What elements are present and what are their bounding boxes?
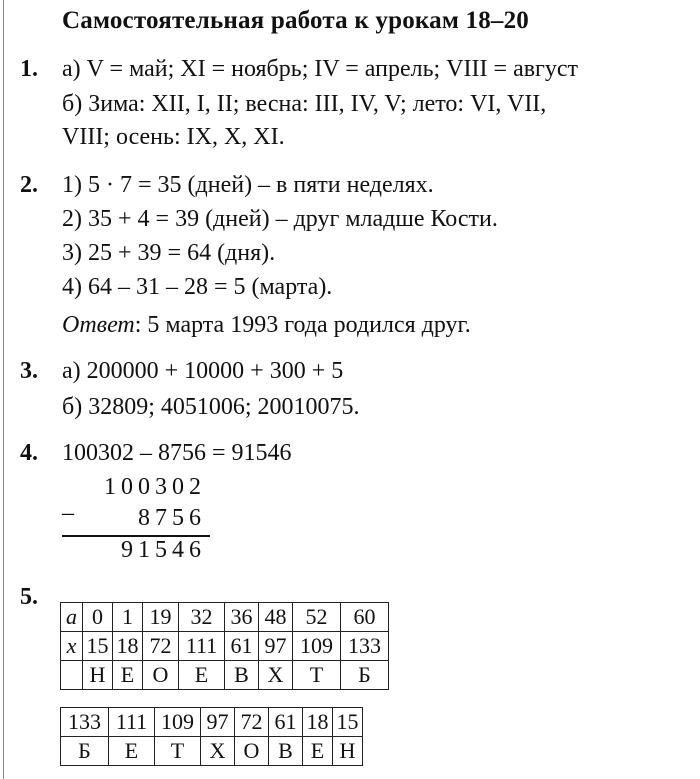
table-cell: 72 bbox=[235, 708, 269, 737]
table-cell: Х bbox=[259, 661, 293, 690]
table-cell: В bbox=[269, 737, 303, 766]
table-cell: Т bbox=[293, 661, 341, 690]
table-cell: 1 bbox=[113, 603, 143, 632]
task-3-line-a: а) 200000 + 10000 + 300 + 5 bbox=[62, 358, 344, 384]
table-cell: О bbox=[143, 661, 179, 690]
minuend: 100302 bbox=[104, 474, 206, 500]
table-cell: 61 bbox=[225, 632, 259, 661]
task-4-equation: 100302 – 8756 = 91546 bbox=[62, 440, 292, 466]
table-cell: Е bbox=[109, 737, 155, 766]
table-cell: 111 bbox=[109, 708, 155, 737]
page-title: Самостоятельная работа к урокам 18–20 bbox=[62, 7, 529, 34]
table-cell: 60 bbox=[341, 603, 389, 632]
table-cell: 32 bbox=[179, 603, 225, 632]
task-4-number: 4. bbox=[20, 440, 38, 466]
table-row-letters bbox=[61, 661, 389, 690]
table-cell: 18 bbox=[113, 632, 143, 661]
task-2-number: 2. bbox=[20, 172, 38, 198]
table-cell: 15 bbox=[333, 708, 363, 737]
table-row-x bbox=[61, 632, 389, 661]
task-2-step-4: 4) 64 – 31 – 28 = 5 (марта). bbox=[62, 274, 333, 300]
table-row-letters bbox=[61, 737, 363, 766]
table-cell: Е bbox=[179, 661, 225, 690]
table-cell: О bbox=[235, 737, 269, 766]
table-cell: Б bbox=[61, 737, 109, 766]
answer-label: Ответ bbox=[62, 312, 135, 338]
task-1-line-b: б) Зима: XII, I, II; весна: III, IV, V; лето: VI, VII, bbox=[62, 91, 547, 117]
table-cell: Е bbox=[303, 737, 333, 766]
table-cell: 97 bbox=[201, 708, 235, 737]
task-1-line-a: а) V = май; XI = ноябрь; IV = апрель; VIII = август bbox=[62, 56, 579, 82]
table-cell: 109 bbox=[293, 632, 341, 661]
task-2-step-2: 2) 35 + 4 = 39 (дней) – друг младше Кости. bbox=[62, 206, 498, 232]
task-1-number: 1. bbox=[20, 56, 38, 82]
table-cell: Н bbox=[333, 737, 363, 766]
minus-sign: _ bbox=[62, 492, 74, 518]
table-cell: Т bbox=[155, 737, 201, 766]
table-row-numbers bbox=[61, 708, 363, 737]
cipher-table-2 bbox=[60, 707, 363, 766]
table-cell: 0 bbox=[83, 603, 113, 632]
table-cell: 18 bbox=[303, 708, 333, 737]
table-cell: Б bbox=[341, 661, 389, 690]
task-2-answer bbox=[62, 312, 471, 339]
task-3-number: 3. bbox=[20, 358, 38, 384]
table-cell: 48 bbox=[259, 603, 293, 632]
table-cell: 97 bbox=[259, 632, 293, 661]
table-cell: Н bbox=[83, 661, 113, 690]
task-3-line-b: б) 32809; 4051006; 20010075. bbox=[62, 394, 360, 420]
table-cell bbox=[61, 661, 83, 690]
table-cell: 133 bbox=[61, 708, 109, 737]
table-cell: Е bbox=[113, 661, 143, 690]
table-cell: Х bbox=[201, 737, 235, 766]
table-cell: 61 bbox=[269, 708, 303, 737]
subtrahend: 8756 bbox=[138, 505, 206, 531]
table-cell: 36 bbox=[225, 603, 259, 632]
task-2-step-3: 3) 25 + 39 = 64 (дня). bbox=[62, 240, 276, 266]
task-5-number: 5. bbox=[20, 584, 38, 610]
table-cell: 19 bbox=[143, 603, 179, 632]
table-cell: 15 bbox=[83, 632, 113, 661]
answer-text: : 5 марта 1993 года родился друг. bbox=[134, 312, 471, 338]
table-cell: 133 bbox=[341, 632, 389, 661]
table-cell: 109 bbox=[155, 708, 201, 737]
task-2-step-1: 1) 5 · 7 = 35 (дней) – в пяти неделях. bbox=[62, 172, 434, 198]
table-row-a bbox=[61, 603, 389, 632]
table-cell: x bbox=[61, 632, 83, 661]
task-1-line-c: VIII; осень: IX, X, XI. bbox=[62, 124, 285, 150]
difference: 91546 bbox=[121, 537, 206, 563]
page-edge-line bbox=[3, 0, 4, 779]
table-cell: В bbox=[225, 661, 259, 690]
table-cell: 72 bbox=[143, 632, 179, 661]
table-cell: 52 bbox=[293, 603, 341, 632]
table-cell: a bbox=[61, 603, 83, 632]
table-cell: 111 bbox=[179, 632, 225, 661]
cipher-table-1 bbox=[60, 602, 389, 690]
